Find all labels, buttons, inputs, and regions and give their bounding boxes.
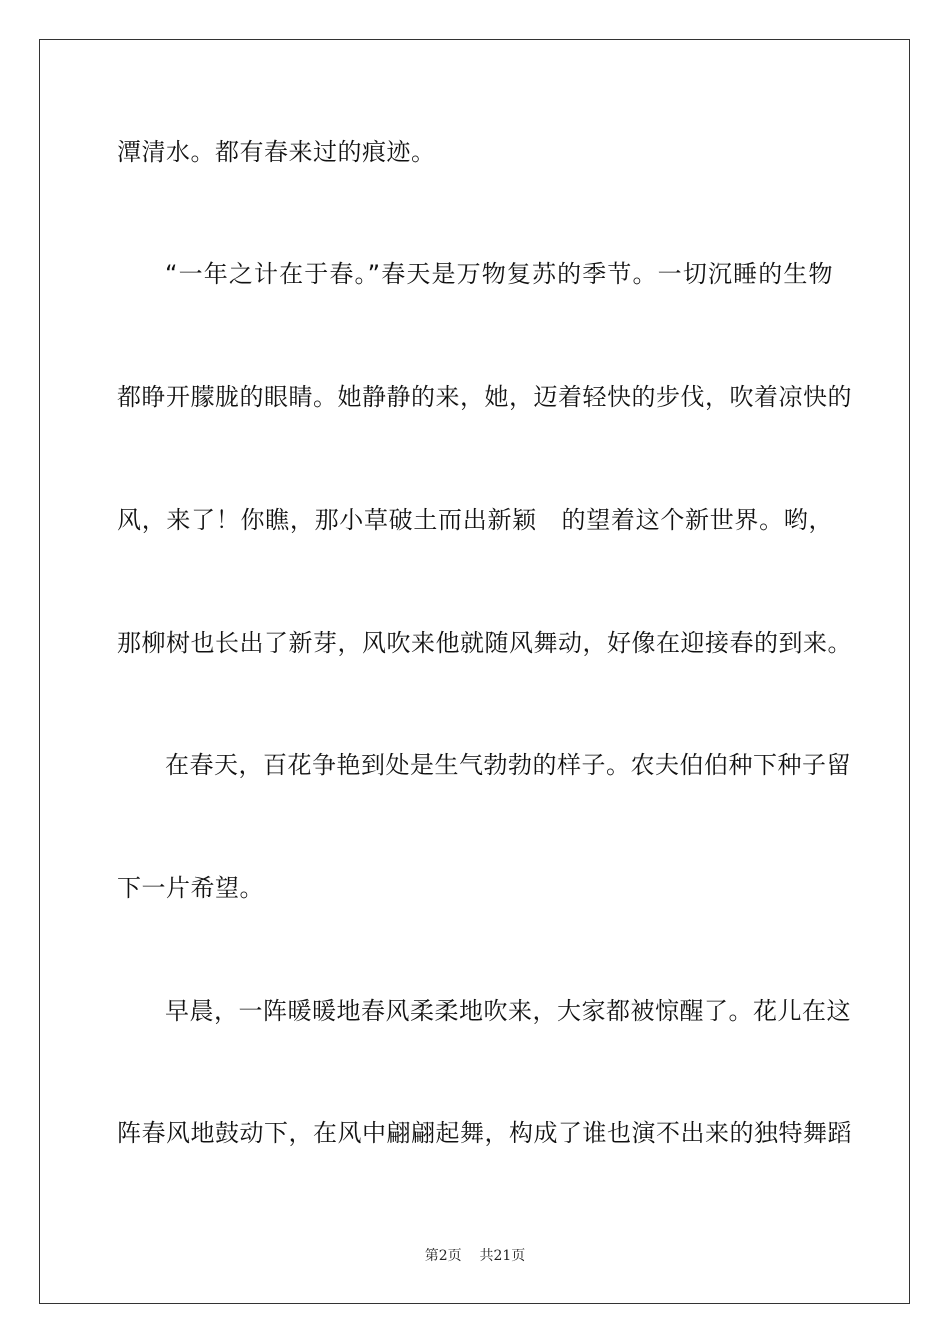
page-border: [39, 39, 910, 1304]
page-number: 第2页: [424, 1248, 462, 1264]
text-line-9: 阵春风地鼓动下，在风中翩翩起舞，构成了谁也演不出来的独特舞蹈: [117, 1119, 852, 1147]
text-line-1: 潭清水。都有春来过的痕迹。: [117, 138, 436, 166]
text-line-3: 都睁开朦胧的眼睛。她静静的来，她，迈着轻快的步伐，吹着凉快的: [117, 383, 852, 411]
text-line-7: 下一片希望。: [117, 874, 264, 902]
text-line-6: 在春天，百花争艳到处是生气勃勃的样子。农夫伯伯种下种子留: [165, 751, 851, 779]
page-footer: [0, 1247, 950, 1265]
text-line-4: 风，来了！你瞧，那小草破土而出新颖 的望着这个新世界。哟，: [117, 506, 833, 534]
text-line-5: 那柳树也长出了新芽，风吹来他就随风舞动，好像在迎接春的到来。: [117, 629, 852, 657]
text-line-2: “一年之计在于春。”春天是万物复苏的季节。一切沉睡的生物: [165, 260, 833, 288]
text-line-8: 早晨，一阵暖暖地春风柔柔地吹来，大家都被惊醒了。花儿在这: [165, 997, 851, 1025]
total-pages: 共21页: [479, 1248, 526, 1264]
